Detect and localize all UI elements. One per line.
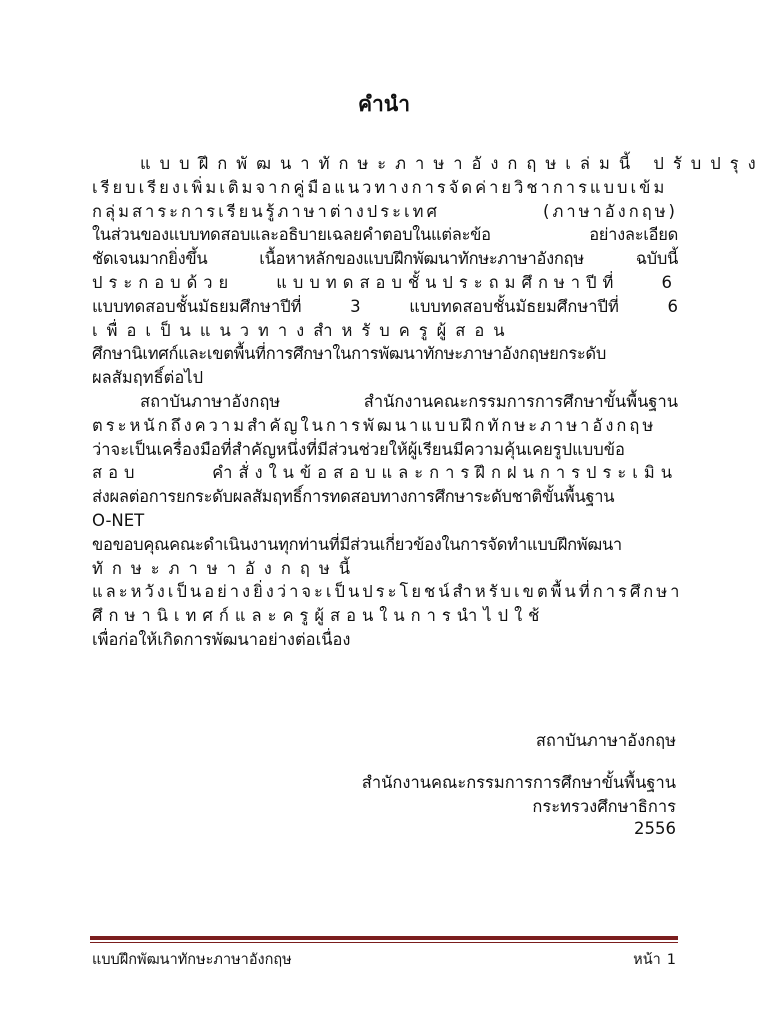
preface-body [92, 152, 765, 652]
body-line-3: กลุ่มสาระการเรียนรู้ภาษาต่างประเทศ (ภาษาอังกฤษ) [92, 201, 678, 221]
page-title: คำนำ [358, 92, 410, 116]
body-line-4: ในส่วนของแบบทดสอบและอธิบายเฉลยคำตอบในแต่ละข้อ อย่างละเอียด [92, 225, 678, 245]
page-number: 1 [666, 952, 676, 968]
page-label: หน้า [633, 952, 661, 968]
body-line-10: ผลสัมฤทธิ์ต่อไป [92, 368, 204, 388]
body-line-6: ประกอบด้วย แบบทดสอบชั้นประถมศึกษาปีที่ 6 [92, 272, 678, 292]
signature-office: สำนักงานคณะกรรมการการศึกษาขั้นพื้นฐาน [361, 773, 676, 792]
body-line-2: เรียบเรียงเพิ่มเติมจากคู่มือแนวทางการจัดค่ายวิชาการแบบเข้ม [92, 177, 668, 197]
signature-year: 2556 [634, 819, 676, 838]
body-line-19: และหวังเป็นอย่างยิ่งว่าจะเป็นประโยชน์สำหรับเขตพื้นที่การศึกษา [92, 582, 683, 602]
footer-rule-thick [90, 936, 678, 940]
body-line-17: ขอขอบคุณคณะดำเนินงานทุกท่านที่มีส่วนเกี่ยวข้องในการจัดทำแบบฝึกพัฒนา [92, 534, 622, 554]
body-line-7: แบบทดสอบชั้นมัธยมศึกษาปีที่ 3 แบบทดสอบชั้นมัธยมศึกษาปีที่ 6 [92, 296, 678, 316]
body-line-13: ว่าจะเป็นเครื่องมือที่สำคัญหนึ่งที่มีส่วนช่วยให้ผู้เรียนมีความคุ้นเคยรูปแบบข้อ [92, 439, 625, 459]
body-line-14: สอบ คำสั่งในข้อสอบและการฝึกฝนการประเมิน [92, 463, 678, 483]
footer-rule-thin [90, 942, 678, 943]
body-line-11: สถาบันภาษาอังกฤษ สำนักงานคณะกรรมการการศึกษาขั้นพื้นฐาน [140, 391, 678, 411]
body-line-18: ทักษะภาษาอังกฤษนี้ [92, 558, 359, 578]
footer-page-number [633, 948, 676, 971]
footer-document-title: แบบฝึกพัฒนาทักษะภาษาอังกฤษ [92, 952, 292, 968]
body-line-20: ศึกษานิเทศก์และครูผู้สอนในการนำไปใช้ [92, 606, 546, 626]
signature-ministry: กระทรวงศึกษาธิการ [532, 797, 676, 816]
body-line-9: ศึกษานิเทศก์และเขตพื้นที่การศึกษาในการพัฒนาทักษะภาษาอังกฤษยกระดับ [92, 344, 607, 364]
body-line-16: O-NET [92, 510, 145, 530]
body-line-15: ส่งผลต่อการยกระดับผลสัมฤทธิ์การทดสอบทางการศึกษาระดับชาติขั้นพื้นฐาน [92, 487, 615, 507]
body-line-1: แบบฝึกพัฒนาทักษะภาษาอังกฤษเล่มนี้ ปรับปรุง [140, 154, 765, 173]
body-line-8: เพื่อเป็นแนวทางสำหรับครูผู้สอน [92, 320, 514, 340]
body-line-5: ชัดเจนมากยิ่งขึ้น เนื้อหาหลักของแบบฝึกพัฒนาทักษะภาษาอังกฤษ ฉบับนี้ [92, 249, 678, 269]
body-line-21: เพื่อก่อให้เกิดการพัฒนาอย่างต่อเนื่อง [92, 629, 351, 649]
body-line-12: ตระหนักถึงความสำคัญในการพัฒนาแบบฝึกทักษะภาษาอังกฤษ [92, 415, 657, 435]
signature-organization: สถาบันภาษาอังกฤษ [535, 731, 676, 750]
